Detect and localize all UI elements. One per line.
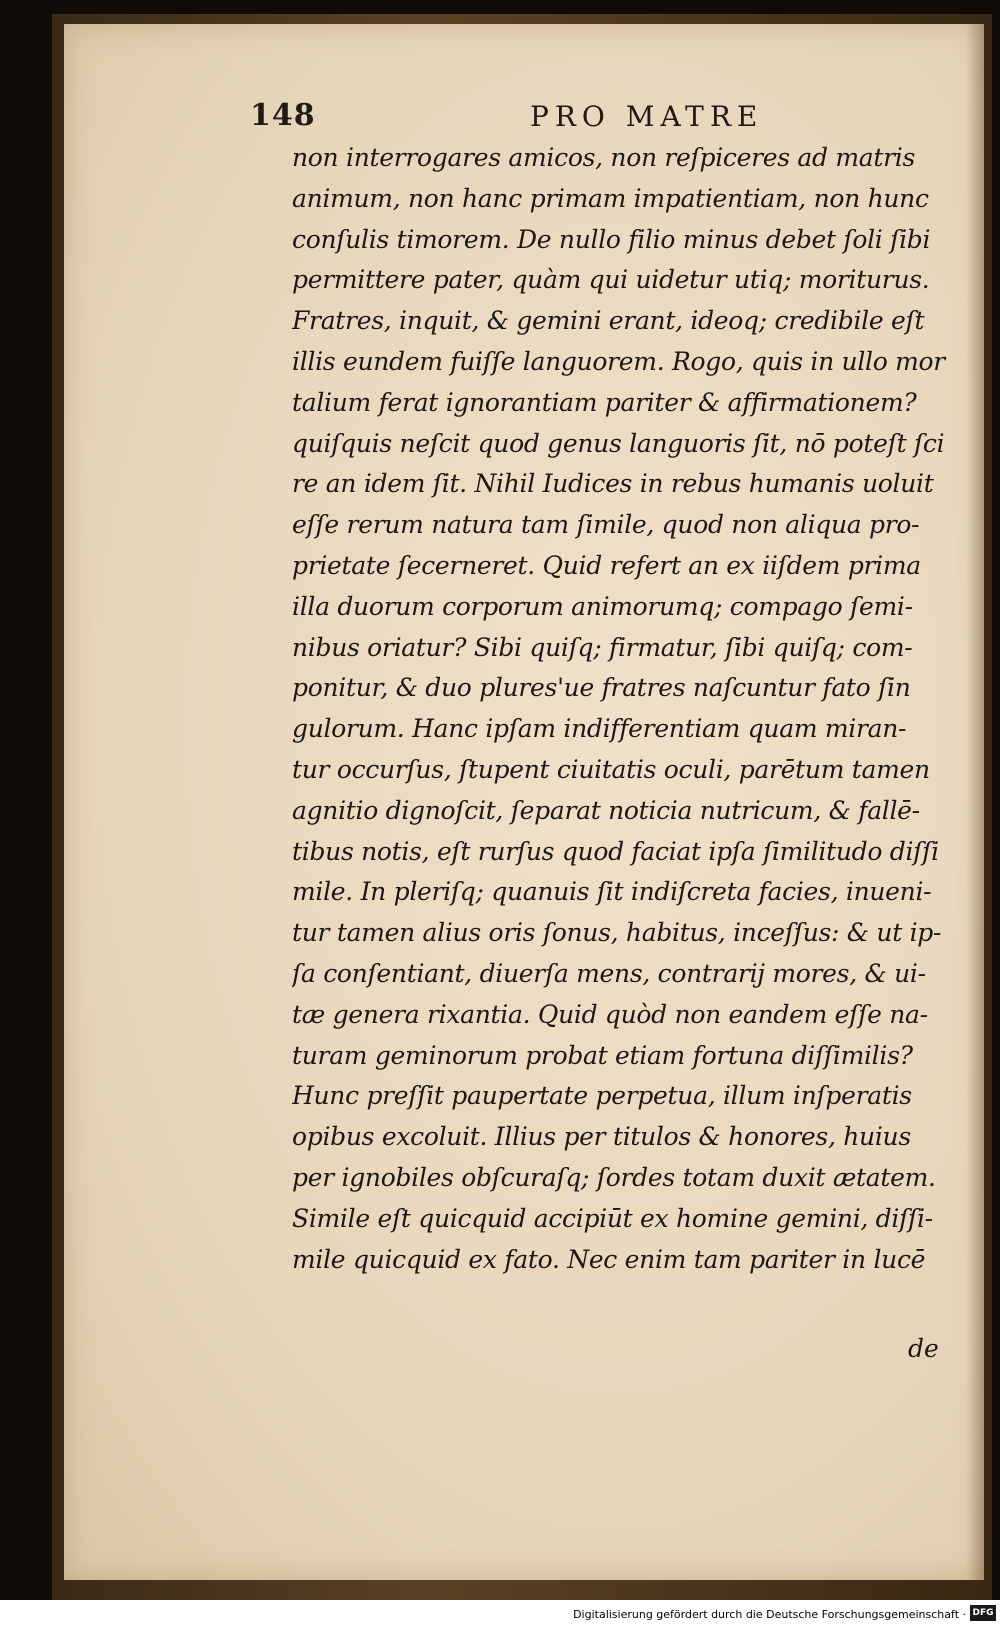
text-line: talium ferat ignorantiam pariter & affirmationem? [292, 387, 917, 417]
text-line: Fratres, inquit, & gemini erant, ideoq; credibile eſt [292, 306, 925, 336]
text-line: animum, non hanc primam impatientiam, non hunc [292, 183, 929, 213]
text-line: turam geminorum probat etiam fortuna diſſimilis? [292, 1040, 913, 1070]
text-line: illa duorum corporum animorumq; compago ſemi- [292, 591, 913, 621]
text-line: mile. In pleriſq; quanuis ſit indiſcreta facies, inueni- [292, 877, 932, 907]
text-block [292, 138, 952, 1280]
text-line: tur tamen alius oris ſonus, habitus, inceſſus: & ut ip- [292, 918, 942, 948]
text-line: agnitio dignoſcit, ſeparat noticia nutricum, & fallē- [292, 795, 920, 825]
running-head [250, 98, 810, 138]
text-line: Hunc preſſit paupertate perpetua, illum inſperatis [292, 1081, 912, 1111]
text-line: quiſquis neſcit quod genus languoris ſit, nō poteſt ſci [292, 428, 945, 458]
text-line: per ignobiles obſcuraſq; ſordes totam duxit ætatem. [292, 1162, 936, 1192]
text-line: conſulis timorem. De nullo filio minus debet ſoli ſibi [292, 224, 931, 254]
text-line: non interrogares amicos, non reſpiceres ad matris [292, 143, 916, 172]
text-line: tibus notis, eſt rurſus quod faciat ipſa ſimilitudo diſſi [292, 836, 939, 866]
text-line: illis eundem fuiſſe languorem. Rogo, quis in ullo mor [292, 346, 945, 376]
footer-bar [0, 1600, 1000, 1628]
running-title: PRO MATRE [530, 100, 764, 133]
dfg-logo: DFG [970, 1605, 996, 1621]
text-line: ſa conſentiant, diuerſa mens, contrarij mores, & ui- [292, 958, 926, 988]
text-line: re an idem ſit. Nihil Iudices in rebus humanis uoluit [292, 469, 934, 499]
text-line: gulorum. Hanc ipſam indifferentiam quam miran- [292, 714, 907, 744]
text-line: tur occurſus, ſtupent ciuitatis oculi, parētum tamen [292, 754, 930, 784]
page-gutter-shadow [966, 24, 984, 1580]
text-line: Simile eſt quicquid accipiūt ex homine gemini, diſſi- [292, 1203, 933, 1233]
text-line: eſſe rerum natura tam ſimile, quod non aliqua pro- [292, 510, 920, 540]
funding-credit: Digitalisierung gefördert durch die Deutsche Forschungsgemeinschaft · [573, 1608, 966, 1621]
page-number: 148 [250, 98, 316, 133]
text-line: tæ genera rixantia. Quid quòd non eandem eſſe na- [292, 999, 928, 1029]
text-line: permittere pater, quàm qui uidetur utiq; moriturus. [292, 265, 930, 295]
text-line: mile quicquid ex fato. Nec enim tam pariter in lucē [292, 1244, 926, 1274]
text-line: opibus excoluit. Illius per titulos & honores, huius [292, 1122, 911, 1152]
catchword: de [908, 1334, 939, 1363]
text-line: nibus oriatur? Sibi quiſq; firmatur, ſibi quiſq; com- [292, 632, 913, 662]
text-line: ponitur, & duo plures'ue fratres naſcuntur fato ſin [292, 673, 911, 703]
text-line: prietate ſecerneret. Quid refert an ex iiſdem prima [292, 550, 921, 580]
